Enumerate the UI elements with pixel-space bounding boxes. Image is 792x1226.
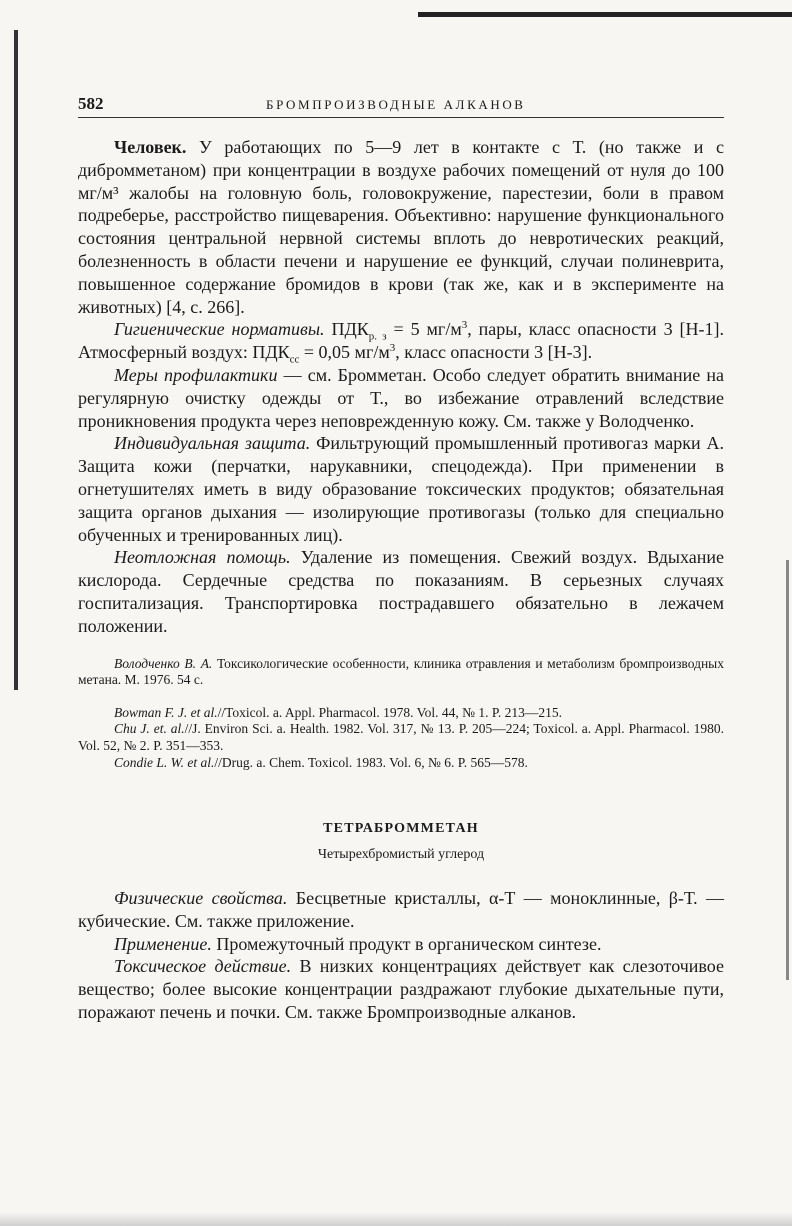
text-human: У работающих по 5—9 лет в контакте с Т. (но также и с дибромметаном) при концентрации в воздухе рабочих помещений от нуля до 100 мг/м³ жалобы на головную боль, головокружение, парестезии, боли в правом подреберье, расстройство пищеварения. Объективно: нарушение функционального состояния центральной нервной системы вплоть до невротических реакций, болезненность в области печени и нарушение ее функций, случаи полиневрита, повышенное содержание бромидов в крови (так же, как и в эксперименте на животных) [4, с. 266]. xyxy=(78,137,724,317)
label-physical: Физические свойства. xyxy=(114,888,288,909)
pdk-cc-value: = 0,05 мг/м xyxy=(299,342,390,363)
paragraph-individual xyxy=(78,432,724,546)
reference-2 xyxy=(78,705,724,722)
text-physical: Бесцветные кристаллы, α-Т — моноклинные, β-Т. — кубические. См. также приложение. xyxy=(78,888,724,931)
pdk-sub: р. з xyxy=(368,330,387,343)
references xyxy=(78,656,724,772)
reference-4 xyxy=(78,755,724,772)
reference-3-author: Chu J. et. al. xyxy=(114,721,185,737)
reference-4-author: Condie L. W. et al. xyxy=(114,754,215,770)
label-individual: Индивидуальная защита. xyxy=(114,433,311,454)
section-title: ТЕТРАБРОММЕТАН xyxy=(323,821,479,837)
pdk-sup: 3 xyxy=(461,319,468,332)
text-individual: Фильтрующий промышленный противогаз марки А. Защита кожи (перчатки, нарукавники, спецодежда). При применении в огнетушителях иметь в виду образование токсических продуктов; обязательная защита органов дыхания — изолирующие противогазы (только для специально обученных и тренированных лиц). xyxy=(78,433,724,545)
scan-edge-left xyxy=(14,30,18,690)
paragraph-use xyxy=(78,933,724,956)
text-emergency: Удаление из помещения. Свежий воздух. Вдыхание кислорода. Сердечные средства по показаниям. В серьезных случаях госпитализация. Транспортировка пострадавшего обязательно в лежачем положении. xyxy=(78,547,724,636)
scan-edge-top xyxy=(418,12,792,17)
pdk-value: = 5 мг/м xyxy=(386,319,462,340)
text-prevention: — см. Бромметан. Особо следует обратить внимание на регулярную очистку одежды от Т., во избежание отравлений вследствие проникновения продукта через неповрежденную кожу. См. также у Володченко. xyxy=(78,364,724,431)
label-emergency: Неотложная помощь. xyxy=(114,547,291,568)
paragraph-human xyxy=(78,136,724,318)
reference-4-text: //Drug. a. Chem. Toxicol. 1983. Vol. 6, № 6. P. 565—578. xyxy=(214,754,528,770)
tetrabromomethane-text xyxy=(78,887,724,1024)
label-toxic: Токсическое действие. xyxy=(114,956,292,977)
reference-2-author: Bowman F. J. et al. xyxy=(114,704,218,720)
section-subtitle: Четырехбромистый углерод xyxy=(317,847,485,863)
paragraph-emergency xyxy=(78,546,724,637)
pdk-cc-sub: сс xyxy=(289,353,300,366)
reference-1-text: Токсикологические особенности, клиника отравления и метаболизм бромпроизводных метана. М. 1976. 54 с. xyxy=(78,655,724,688)
label-human: Человек. xyxy=(114,137,187,157)
scan-edge-right xyxy=(786,560,789,980)
running-title: БРОМПРОИЗВОДНЫЕ АЛКАНОВ xyxy=(266,97,526,112)
reference-3-text: //J. Environ Sci. a. Health. 1982. Vol. 317, № 13. P. 205—224; Toxicol. a. Appl. Pharmacol. 1980. Vol. 52, № 2. P. 351—353. xyxy=(78,721,724,753)
paragraph-physical xyxy=(78,887,724,933)
reference-gap xyxy=(78,689,724,705)
paragraph-toxic xyxy=(78,955,724,1023)
book-page xyxy=(78,94,724,1024)
running-head xyxy=(78,94,724,116)
scan-edge-bottom xyxy=(0,1212,792,1226)
pdk-cc-sup: 3 xyxy=(389,342,396,355)
text-toxic: В низких концентрациях действует как слезоточивое вещество; более высокие концентрации раздражают глубокие дыхательные пути, поражают печень и почки. См. также Бромпроизводные алканов. xyxy=(78,956,724,1023)
pdk-prefix: ПДК xyxy=(324,319,369,340)
page-number: 582 xyxy=(78,94,104,113)
reference-2-text: //Toxicol. a. Appl. Pharmacol. 1978. Vol. 44, № 1. P. 213—215. xyxy=(217,704,563,720)
paragraph-prevention xyxy=(78,364,724,432)
text-use: Промежуточный продукт в органическом синтезе. xyxy=(211,933,602,954)
reference-1 xyxy=(78,656,724,689)
label-use: Применение. xyxy=(114,933,212,954)
label-hygiene: Гигиенические нормативы. xyxy=(114,319,325,340)
hygiene-text-end: , класс опасности 3 [Н-3]. xyxy=(395,342,593,363)
hygiene-text-mid: , пары, класс опасности 3 [Н-1]. Атмосферный воздух: ПДК xyxy=(78,319,724,363)
paragraph-hygiene xyxy=(78,318,724,364)
reference-1-author: Володченко В. А. xyxy=(114,655,213,671)
header-rule xyxy=(78,117,724,118)
reference-3 xyxy=(78,721,724,754)
label-prevention: Меры профилактики xyxy=(114,364,278,385)
main-text xyxy=(78,136,724,638)
